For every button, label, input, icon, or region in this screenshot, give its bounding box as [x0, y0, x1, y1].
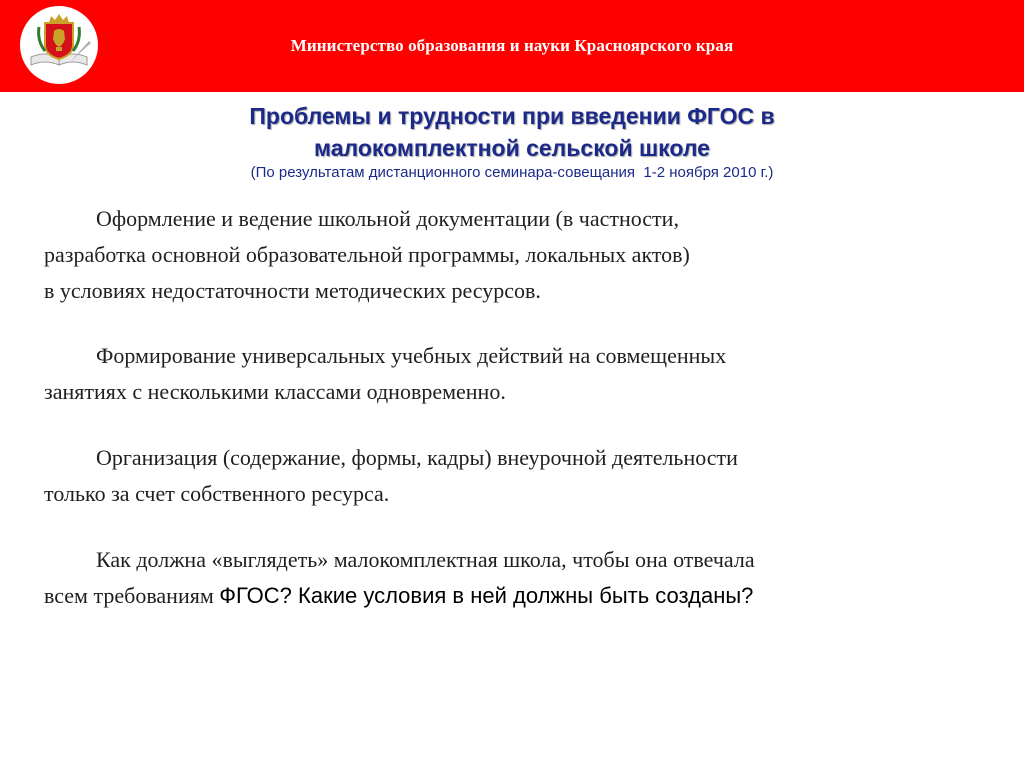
paragraph-extracurricular: [44, 440, 994, 512]
page-subtitle: (По результатам дистанционного семинара-совещания 1-2 ноября 2010 г.): [250, 164, 774, 181]
paragraph-line: [44, 578, 994, 614]
ministry-name: Министерство образования и науки Красноярского края: [290, 36, 734, 55]
paragraph-line: Формирование универсальных учебных действий на совмещенных: [96, 343, 727, 368]
paragraph-school-question: [44, 542, 994, 614]
paragraph-line: Как должна «выглядеть» малокомплектная школа, чтобы она отвечала: [96, 547, 755, 572]
paragraph-text-sans: ФГОС? Какие условия в ней должны быть созданы?: [219, 583, 754, 608]
paragraph-text-serif: всем требованиям: [44, 583, 220, 608]
paragraph-line: занятиях с несколькими классами одновременно.: [44, 379, 506, 404]
title-line-2: малокомплектной сельской школе: [314, 135, 710, 161]
paragraph-line: Оформление и ведение школьной документации (в частности,: [96, 206, 679, 231]
paragraph-documentation: [44, 201, 994, 309]
page-title: [0, 100, 1024, 164]
title-line-1: Проблемы и трудности при введении ФГОС в: [249, 103, 775, 129]
paragraph-learning-actions: [44, 338, 994, 410]
paragraph-line: в условиях недостаточности методических ресурсов.: [44, 278, 541, 303]
paragraph-line: Организация (содержание, формы, кадры) внеурочной деятельности: [96, 445, 738, 470]
paragraph-line: только за счет собственного ресурса.: [44, 481, 390, 506]
header-banner: [0, 0, 1024, 92]
paragraph-line: разработка основной образовательной программы, локальных актов): [44, 242, 690, 267]
